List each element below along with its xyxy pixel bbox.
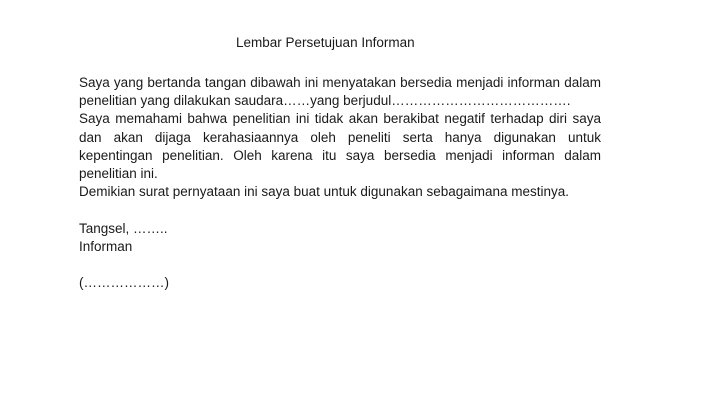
place-date: Tangsel, …….. — [79, 220, 168, 236]
role-label: Informan — [79, 238, 133, 254]
closing-paragraph: Demikian surat pernyataan ini saya buat untuk digunakan sebagaimana mestinya. — [79, 184, 570, 200]
consent-paragraph: Saya yang bertanda tangan dibawah ini menyatakan bersedia menjadi informan dalam penelitian yang dilakukan saudara……yang berjudul…………………………………. — [79, 75, 601, 109]
document-title: Lembar Persetujuan Informan — [236, 35, 415, 50]
signature-line: (………………) — [79, 275, 169, 291]
spacer — [79, 256, 601, 274]
spacer — [79, 201, 601, 219]
understanding-paragraph: Saya memahami bahwa penelitian ini tidak akan berakibat negatif terhadap diri saya dan akan dijaga kerahasiaannya oleh peneliti serta hanya digunakan untuk kepentingan penelitian. Oleh karena itu saya bersedia menjadi informan dalam penelitian ini. — [79, 111, 601, 182]
document-body — [79, 74, 601, 292]
